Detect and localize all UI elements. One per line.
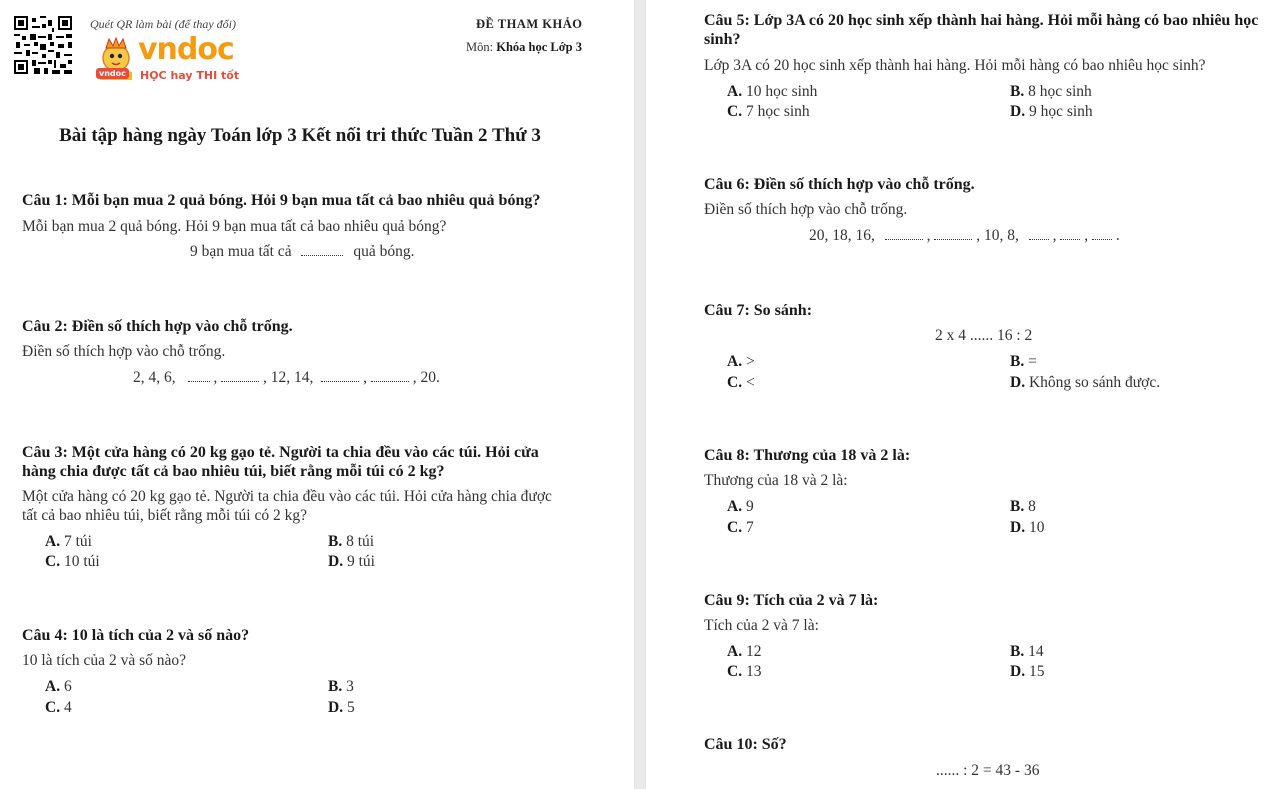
q5-heading-line2: sinh? (704, 31, 741, 48)
q2-comma-2: , (363, 369, 367, 386)
vndoc-logo-tagline: HỌC hay THI tốt (140, 69, 240, 82)
q5-option-c[interactable] (727, 103, 810, 121)
q5-option-a-key: A. (727, 83, 743, 100)
q3-text-line2: tất cả bao nhiêu túi, biết rằng mỗi túi có 2 kg? (22, 507, 307, 524)
subject-value: Khóa học Lớp 3 (496, 40, 582, 54)
q3-option-a-key: A. (45, 533, 61, 550)
q9-text: Tích của 2 và 7 là: (704, 617, 819, 634)
q8-heading: Câu 8: Thương của 18 và 2 là: (704, 447, 911, 464)
q7-option-d-text: Không so sánh được. (1028, 374, 1161, 391)
q4-option-d-text: 5 (346, 699, 355, 716)
q6-blank-2[interactable] (934, 229, 972, 240)
q7-option-d[interactable] (1010, 374, 1160, 392)
subject-label: Môn: (466, 40, 494, 54)
q8-option-c-key: C. (727, 519, 743, 536)
q2-blank-1[interactable] (188, 371, 210, 382)
page-right (646, 0, 1283, 789)
q5-option-d-text: 9 học sinh (1028, 103, 1093, 120)
q1-fill-after: quả bóng. (353, 243, 415, 260)
subject-line (466, 40, 582, 55)
q9-option-c[interactable] (727, 663, 761, 681)
q5-option-d-key: D. (1010, 103, 1026, 120)
q3-heading-line1: Câu 3: Một cửa hàng có 20 kg gạo tẻ. Người ta chia đều vào các túi. Hỏi cửa (22, 444, 539, 461)
q3-option-c[interactable] (45, 553, 100, 571)
q1-fill-before: 9 bạn mua tất cả (190, 243, 292, 260)
q9-option-c-key: C. (727, 663, 743, 680)
q4-heading: Câu 4: 10 là tích của 2 và số nào? (22, 627, 250, 644)
q3-heading-line2: hàng chia được tất cả bao nhiêu túi, biết rằng mỗi túi có 2 kg? (22, 463, 445, 480)
q5-option-c-text: 7 học sinh (745, 103, 810, 120)
q2-seq-mid: , 12, 14, (263, 369, 314, 386)
q3-option-a[interactable] (45, 533, 92, 551)
vndoc-logo-badge: vndoc (96, 68, 129, 79)
q3-option-d[interactable] (328, 553, 375, 571)
q8-option-a[interactable] (727, 498, 754, 516)
q4-option-b[interactable] (328, 678, 354, 696)
q5-option-b-key: B. (1010, 83, 1025, 100)
q7-heading: Câu 7: So sánh: (704, 302, 813, 319)
q7-expression: 2 x 4 ...... 16 : 2 (935, 327, 1033, 344)
vndoc-logo-word: vndoc (138, 32, 234, 67)
q6-text: Điền số thích hợp vào chỗ trống. (704, 201, 908, 218)
q4-option-a-key: A. (45, 678, 61, 695)
q2-blank-2[interactable] (221, 371, 259, 382)
q2-comma-1: , (213, 369, 218, 386)
q2-text: Điền số thích hợp vào chỗ trống. (22, 343, 226, 360)
q9-heading: Câu 9: Tích của 2 và 7 là: (704, 592, 879, 609)
q6-blank-1[interactable] (885, 229, 923, 240)
q7-option-b[interactable] (1010, 353, 1037, 371)
q7-option-d-key: D. (1010, 374, 1026, 391)
q4-option-a-text: 6 (63, 678, 72, 695)
q4-option-a[interactable] (45, 678, 72, 696)
q1-text: Mỗi bạn mua 2 quả bóng. Hỏi 9 bạn mua tất cả bao nhiêu quả bóng? (22, 218, 447, 235)
q5-option-b-text: 8 học sinh (1028, 83, 1092, 100)
q5-option-a-text: 10 học sinh (745, 83, 818, 100)
q7-option-a[interactable] (727, 353, 755, 371)
q5-option-d[interactable] (1010, 103, 1093, 121)
q2-heading: Câu 2: Điền số thích hợp vào chỗ trống. (22, 318, 293, 335)
q7-option-c-key: C. (727, 374, 743, 391)
q2-blank-4[interactable] (371, 371, 409, 382)
q2-sequence (133, 369, 440, 387)
q2-seq-end: , 20. (412, 369, 440, 386)
q3-option-a-text: 7 túi (63, 533, 92, 550)
q3-option-c-text: 10 túi (63, 553, 100, 570)
q5-option-b[interactable] (1010, 83, 1092, 101)
q3-option-b-key: B. (328, 533, 343, 550)
page-gutter (634, 0, 646, 789)
q9-option-b[interactable] (1010, 643, 1044, 661)
q8-text: Thương của 18 và 2 là: (704, 472, 848, 489)
q3-text-line1: Một cửa hàng có 20 kg gạo tẻ. Người ta chia đều vào các túi. Hỏi cửa hàng chia được (22, 488, 552, 505)
q5-option-a[interactable] (727, 83, 817, 101)
q6-comma-2: , (1052, 227, 1057, 244)
document-title: Bài tập hàng ngày Toán lớp 3 Kết nối tri thức Tuần 2 Thứ 3 (59, 125, 541, 146)
q6-sequence (809, 227, 1120, 245)
q3-option-b-text: 8 túi (346, 533, 375, 550)
q8-option-a-text: 9 (745, 498, 754, 515)
q10-expression: ...... : 2 = 43 - 36 (936, 762, 1040, 779)
q4-option-b-key: B. (328, 678, 343, 695)
page-left (0, 0, 634, 789)
q9-option-a-text: 12 (745, 643, 762, 660)
q4-option-c[interactable] (45, 699, 72, 717)
q1-fill-line (190, 243, 414, 261)
q10-heading: Câu 10: Số? (704, 736, 787, 753)
q3-option-b[interactable] (328, 533, 374, 551)
q6-blank-5[interactable] (1092, 229, 1112, 240)
q4-option-c-text: 4 (63, 699, 72, 716)
q7-option-a-text: > (745, 353, 755, 370)
q5-text: Lớp 3A có 20 học sinh xếp thành hai hàng. Hỏi mỗi hàng có bao nhiêu học sinh? (704, 57, 1206, 74)
q1-answer-blank[interactable] (301, 245, 343, 256)
document-kind: ĐỀ THAM KHẢO (476, 17, 583, 31)
q9-option-d-key: D. (1010, 663, 1026, 680)
qr-caption: Quét QR làm bài (để thay đổi) (90, 17, 236, 31)
q9-option-c-text: 13 (745, 663, 762, 680)
q6-seq-start: 20, 18, 16, (809, 227, 875, 244)
q5-option-c-key: C. (727, 103, 743, 120)
q2-seq-start: 2, 4, 6, (133, 369, 176, 386)
q6-blank-3[interactable] (1029, 229, 1049, 240)
q2-blank-3[interactable] (321, 371, 359, 382)
q6-comma-1: , (926, 227, 931, 244)
q8-option-c[interactable] (727, 519, 754, 537)
q9-option-b-text: 14 (1028, 643, 1044, 660)
q8-option-b-text: 8 (1028, 498, 1036, 515)
q4-option-b-text: 3 (346, 678, 354, 695)
q5-heading-line1: Câu 5: Lớp 3A có 20 học sinh xếp thành hai hàng. Hỏi mỗi hàng có bao nhiêu học (704, 12, 1259, 29)
q3-option-d-text: 9 túi (346, 553, 375, 570)
q9-option-b-key: B. (1010, 643, 1025, 660)
q6-heading: Câu 6: Điền số thích hợp vào chỗ trống. (704, 176, 975, 193)
q9-option-a-key: A. (727, 643, 743, 660)
q1-heading: Câu 1: Mỗi bạn mua 2 quả bóng. Hỏi 9 bạn mua tất cả bao nhiêu quả bóng? (22, 192, 541, 209)
q9-option-a[interactable] (727, 643, 761, 661)
qr-code-icon (14, 16, 72, 74)
q3-option-d-key: D. (328, 553, 344, 570)
q7-option-a-key: A. (727, 353, 743, 370)
q9-option-d-text: 15 (1028, 663, 1045, 680)
q7-option-b-text: = (1028, 353, 1037, 370)
q7-option-c-text: < (745, 374, 755, 391)
q6-period: . (1115, 227, 1120, 244)
q8-option-d-text: 10 (1028, 519, 1045, 536)
q9-option-d[interactable] (1010, 663, 1044, 681)
q8-option-c-text: 7 (745, 519, 754, 536)
q3-option-c-key: C. (45, 553, 61, 570)
q7-option-b-key: B. (1010, 353, 1025, 370)
q6-comma-3: , (1084, 227, 1089, 244)
q7-option-c[interactable] (727, 374, 755, 392)
q4-option-d-key: D. (328, 699, 344, 716)
q8-option-d[interactable] (1010, 519, 1044, 537)
q8-option-b-key: B. (1010, 498, 1025, 515)
q4-option-d[interactable] (328, 699, 355, 717)
q4-option-c-key: C. (45, 699, 61, 716)
q6-seq-mid: , 10, 8, (976, 227, 1019, 244)
q4-text: 10 là tích của 2 và số nào? (22, 652, 186, 669)
q8-option-d-key: D. (1010, 519, 1026, 536)
q8-option-a-key: A. (727, 498, 743, 515)
q8-option-b[interactable] (1010, 498, 1036, 516)
q6-blank-4[interactable] (1060, 229, 1080, 240)
